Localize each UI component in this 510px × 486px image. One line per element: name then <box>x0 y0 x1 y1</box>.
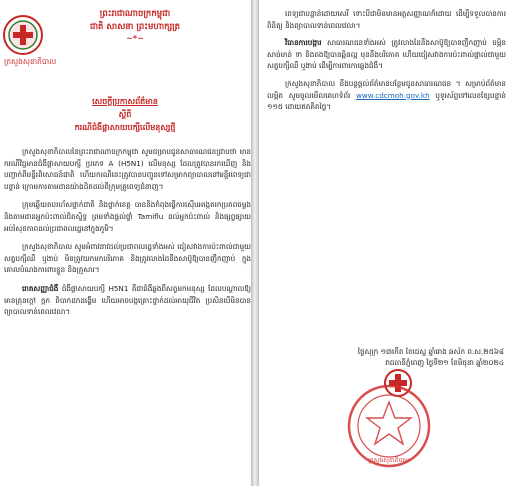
date-block <box>344 346 504 368</box>
date-line-2: រាជធានីភ្នំពេញ ថ្ងៃទី២១ ខែមិថុនា ឆ្នាំ២០២៤ <box>385 358 504 367</box>
warning-text: ជំងឺផ្តាសាយបក្សី H5N1 គឺជាជំងឺឆ្លងពីសត្វមកមនុស្ស ដែលបណ្តាលឱ្យមានគ្រុនក្តៅ ក្អក ពិបាកដកដង្ហើម ហើយអាចបង្កគ្រោះថ្នាក់ដល់អាយុជីវិត ប្រសិនបើមិនបានព្យាបាលទាន់ពេលវេលា។ <box>4 283 251 317</box>
title-line-2: ស្តីពី <box>118 110 132 119</box>
kingdom-title: ព្រះរាជាណាចក្រកម្ពុជា <box>99 9 171 19</box>
official-stamp-icon <box>345 382 433 470</box>
date-line-1: ថ្ងៃសុក្រ ១៣កើត ខែជេស្ឋ ឆ្នាំរោង ឆស័ក ព.ស.២៥៦៨ <box>357 347 504 356</box>
paragraph-3: ក្រសួងសុខាភិបាល សូមអំពាវនាវដល់ប្រជាពលរដ្ឋទាំងអស់ ជៀសវាងការប៉ះពាល់ជាមួយសត្វបក្សីឈឺ ឬងាប់ មិនត្រូវយកមកបរិភោគ និងត្រូវលាងដៃនឹងសាប៊ូឱ្យបានញឹកញាប់ ក្នុងគោលបំណងការពារខ្លួន និងគ្រួសារ។ <box>4 242 251 275</box>
kingdom-header <box>60 8 210 44</box>
stamp-label: ក្រសួងសុខាភិបាល <box>368 457 410 464</box>
left-body <box>4 146 251 325</box>
title-line-1: សេចក្តីប្រកាសព័ត៌មាន <box>92 97 158 106</box>
press-release-title <box>40 95 210 134</box>
contact-paragraph <box>267 78 506 113</box>
left-page <box>0 0 251 486</box>
advice-heading: វិធានការបង្ការ <box>285 38 322 48</box>
ministry-logo-icon <box>2 14 44 56</box>
contact-tail: ឬទូរស័ព្ទទៅលេខខ្សែបន្ទាន់ ១១៥ ដោយឥតគិតថ្លៃ។ <box>267 90 506 112</box>
advice-text: សាធារណជនទាំងអស់ ត្រូវលាងដៃនឹងសាប៊ូឱ្យបានញឹកញាប់ ចម្អិនសាច់មាន់ ទា និងពងឱ្យបានឆ្អិនល្អ មុននឹងបរិភោគ ហើយជៀសវាងការប៉ះពាល់ផ្ទាល់ជាមួយសត្វបក្សីឈឺ ឬងាប់ ដើម្បីការពារការឆ្លងជំងឺ។ <box>267 38 506 71</box>
paragraph-4 <box>4 283 251 318</box>
website-link[interactable]: www.cdcmoh.gov.kh <box>356 90 430 100</box>
right-intro: ពេទ្យជាបន្ទាន់ដោយសេរី ទោះបីជាមិនមានអត្តសញ្ញាណក៏ដោយ ដើម្បីទទួលបានការពិនិត្យ និងព្យាបាលទាន់ពេលវេលា។ <box>267 9 506 30</box>
paragraph-2: ក្រុមឆ្លើយតបរហ័សថ្នាក់ជាតិ និងថ្នាក់ខេត្ត បាននិងកំពុងធ្វើការស៊ើបអង្កេតរកប្រភពចម្លង និងតាមដានអ្នកប៉ះពាល់ជិតស្និទ្ធ ព្រមទាំងផ្តល់ថ្នាំ Tamiflu ដល់អ្នកប៉ះពាល់ និងផ្សព្វផ្សាយអប់រំសុខភាពដល់ប្រជាពលរដ្ឋនៅក្នុងភូមិ។ <box>4 200 251 233</box>
paragraph-1: ក្រសួងសុខាភិបាលនៃព្រះរាជាណាចក្រកម្ពុជា សូមជម្រាបជូនសាធារណជនជ្រាបថា មានករណីវិជ្ជមានជំងឺផ្តាសាយបក្សី ប្រភេទ A (H5N1) លើមនុស្ស ដែលត្រូវបានរកឃើញ និងបញ្ជាក់ពីមន្ទីរពិសោធន៍ជាតិ ហើយករណីនេះត្រូវបានបញ្ជូនទៅសម្រាកព្យាបាលនៅមន្ទីរពេទ្យជាបន្ទាន់ ក្រោមការតាមដានយ៉ាងដិតដល់ពីក្រុមគ្រូពេទ្យជំនាញ។ <box>4 147 251 191</box>
title-line-3: ករណីជំងឺផ្តាសាយបក្សីលើមនុស្សថ្មី <box>74 123 176 132</box>
header-flourish: ~*~ <box>126 34 144 43</box>
contact-text: ក្រសួងសុខាភិបាល នឹងបន្តផ្តល់ព័ត៌មានបន្ថែមជូនសាធារណជន ។ សម្រាប់ព័ត៌មានលម្អិត សូមចូលមើលគេហទំព័រ <box>267 78 506 100</box>
ministry-label: ក្រសួងសុខាភិបាល <box>4 57 57 66</box>
kingdom-motto: ជាតិ សាសនា ព្រះមហាក្សត្រ <box>89 22 181 32</box>
warning-heading: រោគសញ្ញាជំងឺ <box>22 283 59 293</box>
right-body <box>267 8 506 119</box>
advice-paragraph <box>267 37 506 72</box>
page-gutter <box>251 0 259 486</box>
